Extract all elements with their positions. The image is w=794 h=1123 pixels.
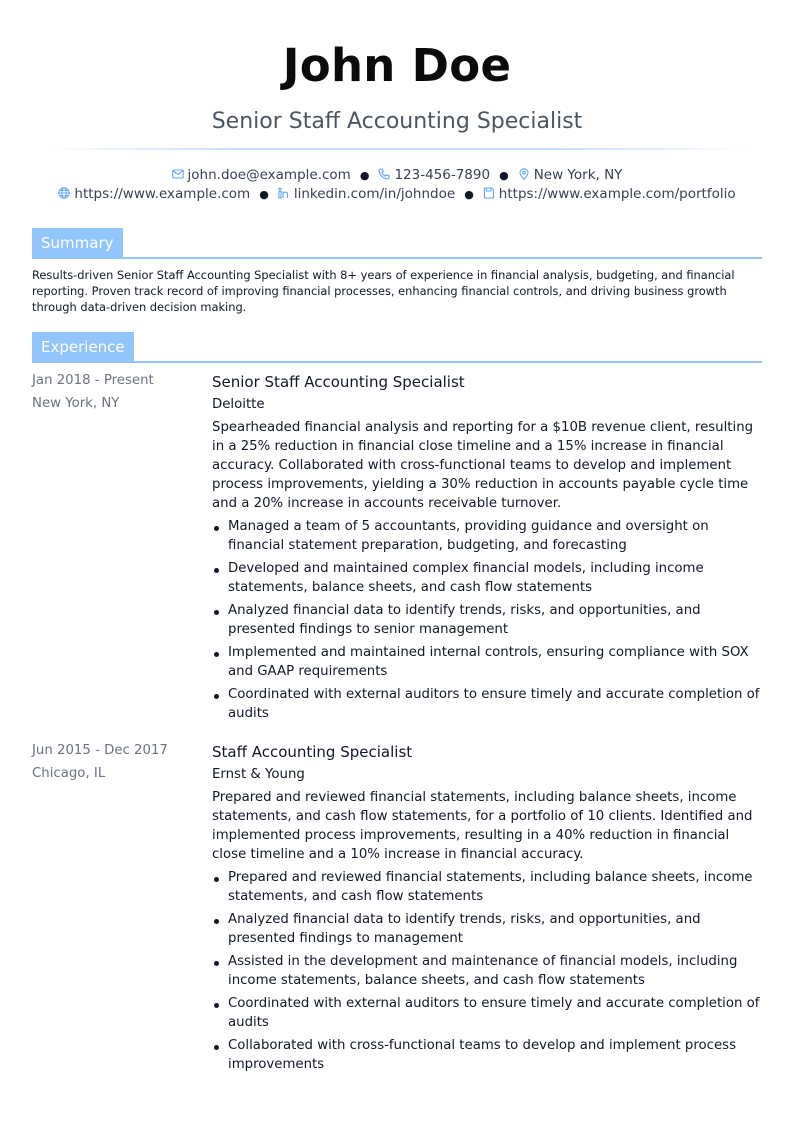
header-divider: [46, 148, 748, 150]
contact-portfolio[interactable]: https://www.example.com/portfolio: [483, 185, 736, 203]
list-item: Managed a team of 5 accountants, providing guidance and oversight on financial statement preparation, budgeting, and forecasting: [212, 517, 762, 555]
candidate-role: Senior Staff Accounting Specialist: [211, 109, 583, 134]
job-title: Senior Staff Accounting Specialist: [212, 373, 465, 391]
separator-dot: ●: [259, 188, 269, 201]
portfolio-icon: [483, 187, 495, 199]
job-description: Spearheaded financial analysis and reporting for a $10B revenue client, resulting in a 25% reduction in financial close timeline and a 15% increase in financial accuracy. Collaborated with cross-functional teams to develop and implement process improvements, yielding a 30% reduction in accounts payable cycle time and a 20% increase in accounts receivable turnover.: [212, 420, 754, 511]
list-item: Implemented and maintained internal controls, ensuring compliance with SOX and GAAP requirements: [212, 643, 762, 681]
job-title: Staff Accounting Specialist: [212, 743, 413, 761]
job-bullet-list: [212, 868, 762, 1074]
job-company: Ernst & Young: [212, 767, 305, 782]
contact-row-links: [0, 185, 794, 204]
email-icon: [172, 168, 184, 180]
contact-website[interactable]: https://www.example.com: [58, 185, 250, 203]
job-company: Deloitte: [212, 397, 265, 412]
job-bullet-list: [212, 517, 762, 723]
list-item: Coordinated with external auditors to ensure timely and accurate completion of audits: [212, 685, 762, 723]
list-item: Developed and maintained complex financial models, including income statements, balance sheets, and cash flow statements: [212, 559, 762, 597]
job-details: [212, 742, 762, 1078]
summary-section-heading: [32, 228, 762, 260]
list-item: Coordinated with external auditors to ensure timely and accurate completion of audits: [212, 994, 762, 1032]
contact-email[interactable]: john.doe@example.com: [172, 166, 351, 184]
job-meta: [32, 372, 202, 413]
experience-heading-rule: [32, 361, 762, 363]
globe-icon: [58, 187, 70, 199]
contact-location: New York, NY: [518, 166, 623, 184]
list-item: Collaborated with cross-functional teams to develop and implement process improvements: [212, 1036, 762, 1074]
list-item: Analyzed financial data to identify trends, risks, and opportunities, and presented findings to management: [212, 910, 762, 948]
job-location: New York, NY: [32, 396, 120, 411]
job-description: Prepared and reviewed financial statements, including balance sheets, income statements, and cash flow statements, for a portfolio of 10 clients. Identified and implemented process improvements, resulting in a 40% reduction in financial close timeline and a 10% increase in financial accuracy.: [212, 790, 753, 862]
separator-dot: ●: [359, 169, 370, 182]
contact-linkedin[interactable]: linkedin.com/in/johndoe: [278, 185, 455, 203]
experience-section-heading: [32, 332, 762, 364]
separator-dot: ●: [499, 169, 509, 182]
contact-phone[interactable]: 123-456-7890: [378, 166, 490, 184]
job-location: Chicago, IL: [32, 766, 106, 781]
job-dates: Jan 2018 - Present: [32, 373, 154, 388]
summary-heading-rule: [32, 257, 762, 259]
job-dates: Jun 2015 - Dec 2017: [32, 743, 168, 758]
separator-dot: ●: [464, 188, 474, 201]
list-item: Assisted in the development and maintenance of financial models, including income statements, balance sheets, and cash flow statements: [212, 952, 762, 990]
contact-row-primary: [0, 166, 794, 185]
candidate-name: John Doe: [282, 39, 512, 92]
job-details: [212, 372, 762, 727]
job-meta: [32, 742, 202, 783]
summary-heading-label: Summary: [32, 228, 123, 258]
list-item: Prepared and reviewed financial statements, including balance sheets, income statements, and cash flow statements: [212, 868, 762, 906]
experience-heading-label: Experience: [32, 332, 134, 362]
summary-text: Results-driven Senior Staff Accounting Specialist with 8+ years of experience in financial analysis, budgeting, and financial reporting. Proven track record of improving financial processes, enhancing financial controls, and driving business growth through data-driven decision making.: [32, 268, 735, 314]
location-icon: [518, 168, 530, 180]
phone-icon: [378, 168, 390, 180]
linkedin-icon: [278, 187, 290, 199]
list-item: Analyzed financial data to identify trends, risks, and opportunities, and presented findings to senior management: [212, 601, 762, 639]
